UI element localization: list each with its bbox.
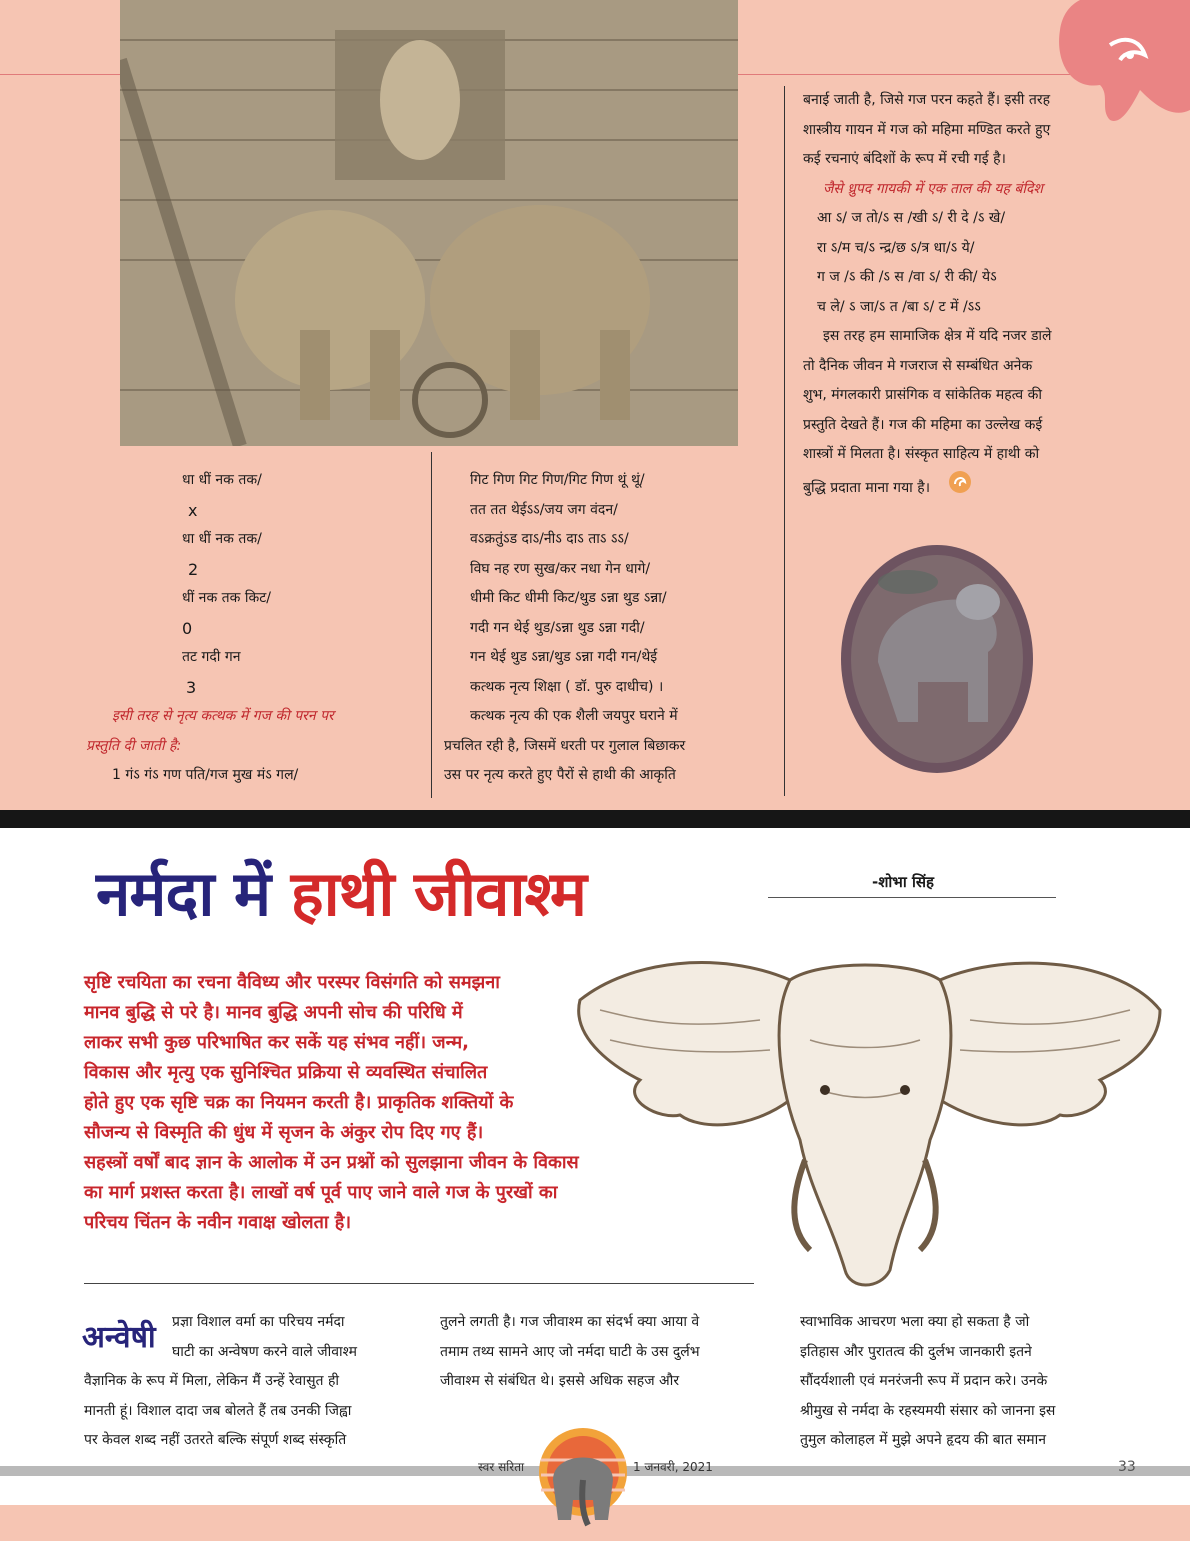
intro-paragraph	[84, 968, 644, 1238]
page-number: 33	[1118, 1459, 1136, 1475]
taal-line: धा धीं नक तक/	[182, 472, 262, 488]
bandish-line: रा ऽ/म च/ऽ न्द्र/छ ऽ/त्र धा/ऽ ये/	[817, 239, 975, 256]
bottom-middle-column	[440, 1308, 770, 1397]
intro-rule	[84, 1283, 754, 1284]
paragraph-line: शास्त्रीय गायन में गज को महिमा मण्डित करते हुए	[803, 121, 1051, 138]
footer-date: 1 जनवरी, 2021	[633, 1460, 713, 1474]
paran-line: गदी गन थेई थुड/ऽन्ना थुड ऽन्ना गदी/	[470, 619, 645, 636]
taal-line: तट गदी गन	[182, 649, 241, 665]
taal-line: धा धीं नक तक/	[182, 531, 262, 547]
dropcap-word: अन्वेषी	[82, 1320, 156, 1355]
paragraph-line: कई रचनाएं बंदिशों के रूप में रची गई है।	[803, 151, 1006, 167]
paragraph-line: जीवाश्म से संबंधित थे। इससे अधिक सहज और	[440, 1373, 680, 1389]
paran-line: धीमी किट धीमी किट/थुड ऽन्ना थुड ऽन्ना/	[470, 590, 667, 606]
paragraph-line: प्रस्तुति देखते हैं। गज की महिमा का उल्लेख कई	[803, 416, 1043, 433]
ancient-elephant-coin	[838, 542, 1036, 776]
bandish-line: ग ज /ऽ की /ऽ स /वा ऽ/ री की/ येऽ	[817, 269, 997, 285]
paragraph-line: शास्त्रों में मिलता है। संस्कृत साहित्य में हाथी को	[803, 446, 1040, 462]
temple-elephant-sculpture-photo	[120, 0, 738, 446]
paragraph-line: प्रज्ञा विशाल वर्मा का परिचय नर्मदा	[172, 1314, 345, 1330]
paragraph-line: स्वाभाविक आचरण भला क्या हो सकता है जो	[800, 1314, 1030, 1330]
paragraph-line: घाटी का अन्वेषण करने वाले जीवाश्म	[172, 1343, 357, 1360]
sculpture-illustration	[120, 0, 738, 446]
paran-line: गिट गिण गिट गिण/गिट गिण थूं थूं/	[470, 472, 645, 488]
bottom-left-column	[84, 1308, 414, 1456]
elephant-sketch-illustration	[560, 940, 1170, 1300]
paragraph-line: बनाई जाती है, जिसे गज परन कहते हैं। इसी तरह	[803, 92, 1051, 108]
column-divider	[784, 86, 785, 796]
taal-marker: x	[188, 500, 198, 520]
paragraph-line: तुमुल कोलाहल में मुझे अपने हृदय की बात समान	[800, 1432, 1047, 1448]
intro-line: होते हुए एक सृष्टि चक्र का नियमन करती है। प्राकृतिक शक्तियों के	[84, 1092, 514, 1113]
paran-line: 1 गंऽ गंऽ गण पति/गज मुख मंऽ गल/	[112, 767, 299, 783]
paragraph-line: प्रचलित रही है, जिसमें धरती पर गुलाल बिछाकर	[444, 737, 686, 754]
italic-intro-line: जैसे ध्रुपद गायकी में एक ताल की यह बंदिश	[823, 180, 1043, 197]
intro-line: मानव बुद्धि से परे है। मानव बुद्धि अपनी सोच की परिधि में	[84, 1002, 463, 1023]
intro-line: का मार्ग प्रशस्त करता है। लाखों वर्ष पूर्व पाए जाने वाले गज के पुरखों का	[84, 1182, 558, 1203]
intro-line: सृष्टि रचयिता का रचना वैविध्य और परस्पर विसंगति को समझना	[84, 972, 500, 993]
paragraph-line: कत्थक नृत्य की एक शैली जयपुर घराने में	[470, 708, 678, 724]
paragraph-line: उस पर नृत्य करते हुए पैरों से हाथी की आकृति	[444, 767, 676, 783]
taal-marker: 2	[188, 559, 199, 579]
paragraph-line: मानती हूं। विशाल दादा जब बोलते हैं तब उनकी जिह्वा	[84, 1402, 352, 1419]
paran-line: तत तत थेईऽऽ/जय जग वंदन/	[470, 501, 618, 518]
paragraph-line: तमाम तथ्य सामने आए जो नर्मदा घाटी के उस दुर्लभ	[440, 1343, 700, 1360]
title-part-blue: नर्मदा में	[96, 857, 271, 930]
bandish-line: आ ऽ/ ज तो/ऽ स /खी ऽ/ री दे /ऽ खे/	[817, 210, 1006, 226]
intro-line: लाकर सभी कुछ परिभाषित कर सकें यह संभव नहीं। जन्म,	[84, 1032, 469, 1053]
citation-line: कत्थक नृत्य शिक्षा ( डॉ. पुरु दाधीच) ।	[470, 678, 664, 695]
left-column	[86, 466, 426, 791]
bandish-line: च ले/ ऽ जा/ऽ त /बा ऽ/ ट में /ऽऽ	[817, 298, 981, 315]
bottom-right-column	[800, 1308, 1140, 1456]
footer-magazine-name: स्वर सरिता	[478, 1460, 525, 1474]
paragraph-line: श्रीमुख से नर्मदा के रहस्यमयी संसार को जानना इस	[800, 1402, 1056, 1419]
paragraph-line: तो दैनिक जीवन मे गजराज से सम्बंधित अनेक	[803, 357, 1033, 374]
italic-intro-line: प्रस्तुति दी जाती है:	[86, 737, 182, 754]
paran-line: विघ नह रण सुख/कर नधा गेन धागे/	[470, 560, 651, 577]
italic-intro-line: इसी तरह से नृत्य कत्थक में गज की परन पर	[112, 708, 334, 724]
taal-marker: 0	[182, 618, 193, 638]
author-byline: -शोभा सिंह	[872, 873, 934, 891]
paran-line: गन थेई थुड ऽन्ना/थुड ऽन्ना गदी गन/थेई	[470, 649, 658, 665]
taal-line: धीं नक तक किट/	[182, 590, 271, 606]
taal-marker: 3	[186, 677, 197, 697]
title-part-red: हाथी जीवाश्म	[290, 857, 586, 930]
paran-line: वऽक्रतुंऽड दाऽ/नीऽ दाऽ ताऽ ऽऽ/	[470, 531, 629, 547]
paragraph-line-end	[803, 470, 1133, 506]
paragraph-line-text: बुद्धि प्रदाता माना गया है।	[803, 479, 931, 496]
end-mark-icon	[948, 470, 972, 506]
paragraph-line: शुभ, मंगलकारी प्रासंगिक व सांकेतिक महत्व की	[803, 387, 1042, 403]
right-top-column	[803, 86, 1133, 505]
paragraph-line: इस तरह हम सामाजिक क्षेत्र में यदि नजर डाले	[823, 328, 1052, 344]
byline-rule	[768, 897, 1056, 898]
paragraph-line: सौंदर्यशाली एवं मनरंजनी रूप में प्रदान करे। उनके	[800, 1373, 1048, 1389]
intro-line: सौजन्य से विस्मृति की धुंध में सृजन के अंकुर रोप दिए गए हैं।	[84, 1122, 484, 1143]
section-separator-band	[0, 810, 1190, 828]
middle-column	[444, 466, 774, 791]
paragraph-line: वैज्ञानिक के रूप में मिला, लेकिन मैं उन्हें रेवासुत ही	[84, 1373, 340, 1389]
paragraph-line: इतिहास और पुरातत्व की दुर्लभ जानकारी इतने	[800, 1343, 1032, 1360]
intro-line: विकास और मृत्यु एक सुनिश्चित प्रक्रिया से व्यवस्थित संचालित	[84, 1062, 488, 1083]
intro-line: सहस्त्रों वर्षों बाद ज्ञान के आलोक में उन प्रश्नों को सुलझाना जीवन के विकास	[84, 1152, 579, 1173]
column-divider	[431, 452, 432, 798]
paragraph-line: पर केवल शब्द नहीं उतरते बल्कि संपूर्ण शब्द संस्कृति	[84, 1432, 347, 1448]
article-title	[96, 850, 586, 934]
magazine-logo	[533, 1420, 633, 1530]
paragraph-line: तुलने लगती है। गज जीवाश्म का संदर्भ क्या आया वे	[440, 1314, 700, 1330]
intro-line: परिचय चिंतन के नवीन गवाक्ष खोलता है।	[84, 1212, 352, 1233]
